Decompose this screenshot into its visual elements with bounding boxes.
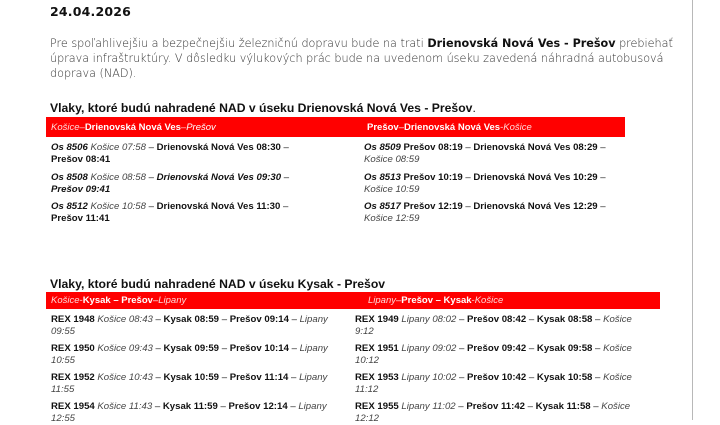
- train-entry: REX 1953 Lipany 10:02 – Prešov 10:42 – Kysak 10:58 – Košice 11:12: [355, 372, 632, 395]
- document-date: 24.04.2026: [50, 4, 132, 19]
- section1-header-right: Prešov – Drienovská Nová Ves - Košice: [367, 121, 532, 133]
- train-entry: REX 1954 Košice 11:43 – Kysak 11:59 – Prešov 12:14 – Lipany 12:55: [51, 401, 327, 424]
- train-entry: REX 1948 Košice 08:43 – Kysak 08:59 – Prešov 09:14 – Lipany 09:55: [51, 314, 328, 337]
- route-name: Drienovská Nová Ves - Prešov: [427, 37, 616, 50]
- train-entry: Os 8517 Prešov 12:19 – Drienovská Nová Ves 12:29 – Košice 12:59: [364, 201, 606, 224]
- train-entry: REX 1950 Košice 09:43 – Kysak 09:59 – Prešov 10:14 – Lipany 10:55: [51, 343, 328, 366]
- train-entry: REX 1952 Košice 10:43 – Kysak 10:59 – Prešov 11:14 – Lipany 11:55: [51, 372, 328, 395]
- section2-header-right: Lipany – Prešov – Kysak - Košice: [368, 295, 504, 306]
- train-entry: Os 8508 Košice 08:58 – Drienovská Nová Ves 09:30 – Prešov 09:41: [51, 172, 290, 195]
- section1-header-left: Košice – Drienovská Nová Ves – Prešov: [51, 121, 216, 133]
- section1-title: Vlaky, ktoré budú nahradené NAD v úseku Drienovská Nová Ves - Prešov.: [50, 101, 476, 115]
- section2-header-bar: [46, 292, 660, 309]
- train-entry: Os 8506 Košice 07:58 – Drienovská Nová Ves 08:30 – Prešov 08:41: [51, 142, 289, 165]
- train-entry: REX 1951 Lipany 09:02 – Prešov 09:42 – Kysak 09:58 – Košice 10:12: [355, 343, 632, 366]
- train-entry: REX 1949 Lipany 08:02 – Prešov 08:42 – Kysak 08:58 – Košice 9:12: [355, 314, 632, 337]
- page-edge-divider: [692, 0, 693, 420]
- train-entry: Os 8509 Prešov 08:19 – Drienovská Nová Ves 08:29 – Košice 08:59: [364, 142, 606, 165]
- section2-header-left: Košice - Kysak – Prešov – Lipany: [51, 295, 187, 306]
- section1-header-bar: [46, 117, 625, 137]
- section2-title: Vlaky, ktoré budú nahradené NAD v úseku Kysak - Prešov: [50, 277, 386, 291]
- intro-paragraph: Pre spoľahlivejšiu a bezpečnejšiu železničnú dopravu bude na trati Drienovská Nová Ves - Prešov prebiehať úprava infraštruktúry. V dôsledku výlukových prác bude na uvedenom úseku zavedená náhradná autobusová doprava (NAD).: [50, 37, 673, 80]
- train-entry: REX 1955 Lipany 11:02 – Prešov 11:42 – Kysak 11:58 – Košice 12:12: [355, 401, 631, 424]
- train-entry: Os 8512 Košice 10:58 – Drienovská Nová Ves 11:30 – Prešov 11:41: [51, 201, 289, 224]
- train-entry: Os 8513 Prešov 10:19 – Drienovská Nová Ves 10:29 – Košice 10:59: [364, 172, 606, 195]
